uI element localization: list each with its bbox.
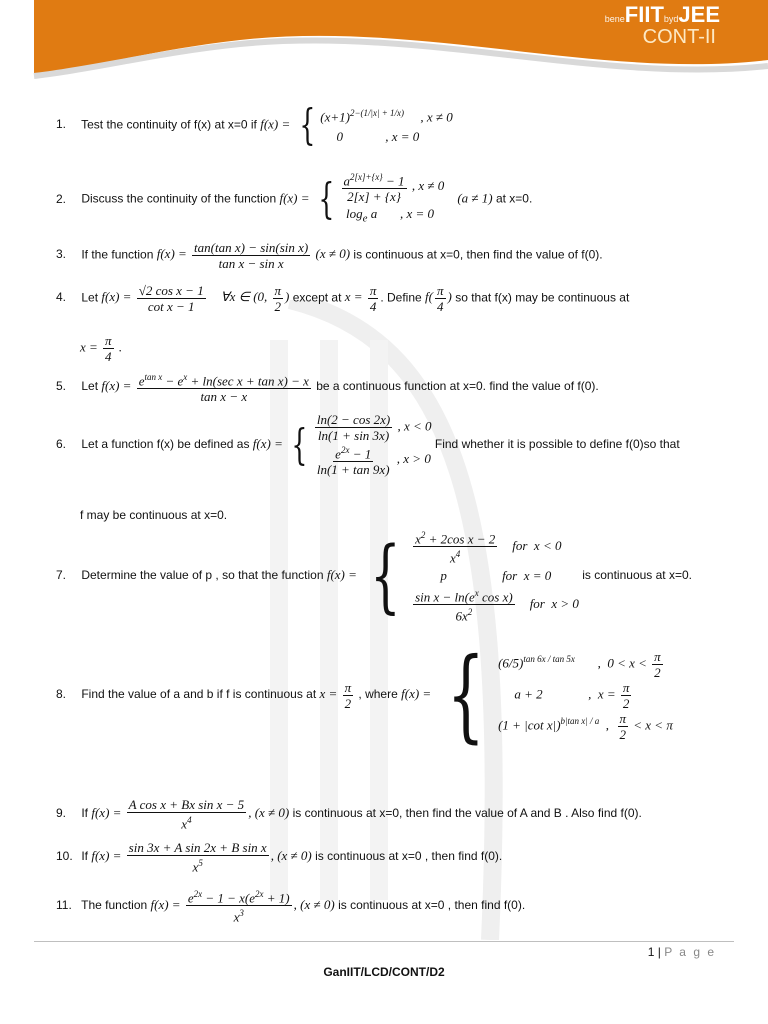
question-number: 7. <box>56 567 67 582</box>
question-text: Let <box>81 290 99 305</box>
question-1 <box>56 100 453 150</box>
question-tail: so that f(x) may be continuous at <box>455 290 630 305</box>
math-expression: f(x) = <box>252 435 287 451</box>
question-number: 8. <box>56 687 67 702</box>
question-number: 9. <box>56 806 67 821</box>
logo-mid: byd <box>663 14 679 24</box>
question-text: The function <box>81 897 148 912</box>
question-4-continuation: x = $\frac{\pi}{4}$ . <box>80 333 123 364</box>
question-9 <box>56 797 642 831</box>
question-text: If the function <box>81 247 154 262</box>
question-mid2: . Define <box>380 290 422 305</box>
question-mid: except at <box>292 290 342 305</box>
question-5 <box>56 370 599 404</box>
question-tail: is continuous at x=0 , then find f(0). <box>338 897 526 912</box>
page-label: P a g e <box>664 945 716 959</box>
question-tail: Find whether it is possible to define f(0)so that <box>434 436 680 451</box>
question-number: 2. <box>56 191 67 206</box>
question-3 <box>56 240 603 271</box>
question-mid: , where <box>358 687 398 702</box>
brand-logo <box>605 2 720 28</box>
question-11 <box>56 887 525 925</box>
question-6 <box>56 412 680 477</box>
page-number: 1 | P a g e <box>647 945 716 959</box>
math-expression: f( $\frac{\pi}{4}$ ) <box>425 283 452 314</box>
condition: (a ≠ 1) <box>447 190 493 206</box>
question-number: 10. <box>56 849 73 864</box>
question-tail: is continuous at x=0, then find the value of A and B . Also find f(0). <box>292 806 642 821</box>
piecewise: $\frac{a^{2[x]+\{x\}} - 1}{2[x] + \{x\}}$ , x ≠ 0 $\log_e a$ , x = 0 <box>339 172 445 225</box>
brace: { <box>298 100 315 150</box>
brace: { <box>291 419 308 469</box>
math-expression: f(x) = <box>260 116 294 132</box>
question-number: 3. <box>56 247 67 262</box>
question-number: 11. <box>56 897 72 912</box>
page-number-value: 1 <box>647 945 655 959</box>
question-text: Find the value of a and b if f is continuous at <box>81 687 317 702</box>
question-number: 6. <box>56 436 67 451</box>
question-text: Let <box>81 379 99 394</box>
piecewise: $\frac{\ln(2 - \cos 2x)}{\ln(1 + \sin 3x)}$ , x < 0 $\frac{e^{2x} - 1}{\ln(1 + \tan 9x)}$ , x > 0 <box>316 412 432 478</box>
brace: { <box>447 636 486 753</box>
logo-left: bene <box>604 14 625 24</box>
question-tail: is continuous at x=0. <box>582 567 692 582</box>
math-expression: f(x) = <box>279 190 313 206</box>
math-expression: f(x) = <box>401 686 435 702</box>
question-tail: at x=0. <box>495 191 533 206</box>
logo-jee: JEE <box>678 2 720 27</box>
question-text: Test the continuity of f(x) at x=0 if <box>81 117 257 132</box>
question-text: If <box>81 806 89 821</box>
question-tail: be a continuous function at x=0. find the value of f(0). <box>316 379 599 394</box>
brace: { <box>318 174 335 224</box>
math-expression: f(x) = $\frac{\text{sin 3x + A sin 2x + B sin x}}{x^5}$ , (x ≠ 0) <box>91 840 312 875</box>
math-expression: f(x) = $\frac{\text{A cos x + Bx sin x − 5}}{x^4}$ , (x ≠ 0) <box>91 797 290 832</box>
question-8 <box>56 636 673 753</box>
question-tail: is continuous at x=0, then find the value of f(0). <box>353 247 603 262</box>
piecewise: $\frac{x^2 + 2\cos x - 2}{x^4}$ for x < 0 p for x = 0 $\frac{\sin x - \ln(e^x \cos x)}{6x^2}$ for x > 0 <box>411 530 579 624</box>
question-text: Determine the value of p , so that the function <box>81 567 324 582</box>
piecewise: $(6/5)^{tan 6x / tan 5x}$ , 0 < x < $\frac{\pi}{2}$ a + 2 , x = $\frac{\pi}{2}$ (1 + |cot x|)$^{b|tan x| / a}$ , $\frac{\pi}{2}$ < x < π <box>498 648 673 742</box>
math-expression: f(x) = $\frac{\text{tan(tan x) − sin(sin x)}}{\text{tan x − sin x}}$ (x ≠ 0) <box>156 240 351 271</box>
question-7 <box>56 528 692 623</box>
brace: { <box>370 528 401 622</box>
question-tail: is continuous at x=0 , then find f(0). <box>315 849 503 864</box>
question-4 <box>56 283 629 314</box>
page-subtitle: CONT-II <box>642 26 716 48</box>
question-text: Let a function f(x) be defined as <box>81 436 250 451</box>
question-text: Discuss the continuity of the function <box>81 191 277 206</box>
math-expression: x = $\frac{\pi}{2}$ <box>319 679 352 711</box>
math-expression: f(x) = $\frac{e^{2x} - 1 - x(e^{2x} + 1)}{x^3}$ , (x ≠ 0) <box>150 889 335 925</box>
question-2 <box>56 170 532 229</box>
logo-fiit: FIIT <box>624 2 664 27</box>
math-expression: f(x) = $\frac{e^{tan x} - e^x + \ln(\sec x + \tan x) - x}{\text{tan x − x}}$ <box>101 372 309 405</box>
question-text: If <box>81 849 89 864</box>
math-expression: f(x) = $\frac{\text{√2 cos x − 1}}{\text{cot x − 1}}$ ∀x ∈ (0, $\frac{\pi}{2}$ ) <box>101 283 290 314</box>
question-6-continuation: f may be continuous at x=0. <box>80 508 228 522</box>
footer-divider <box>34 941 734 942</box>
document-code: GanIIT/LCD/CONT/D2 <box>323 965 445 979</box>
question-number: 4. <box>56 290 67 305</box>
question-10 <box>56 840 502 874</box>
math-expression: f(x) = <box>326 566 361 582</box>
question-number: 1. <box>56 117 67 132</box>
question-number: 5. <box>56 379 67 394</box>
piecewise: $(x+1)^{2-(1/|x| + 1/x)}$ , x ≠ 0 0 , x = 0 <box>320 108 453 145</box>
math-expression: x = $\frac{\pi}{4}$ <box>344 283 377 314</box>
